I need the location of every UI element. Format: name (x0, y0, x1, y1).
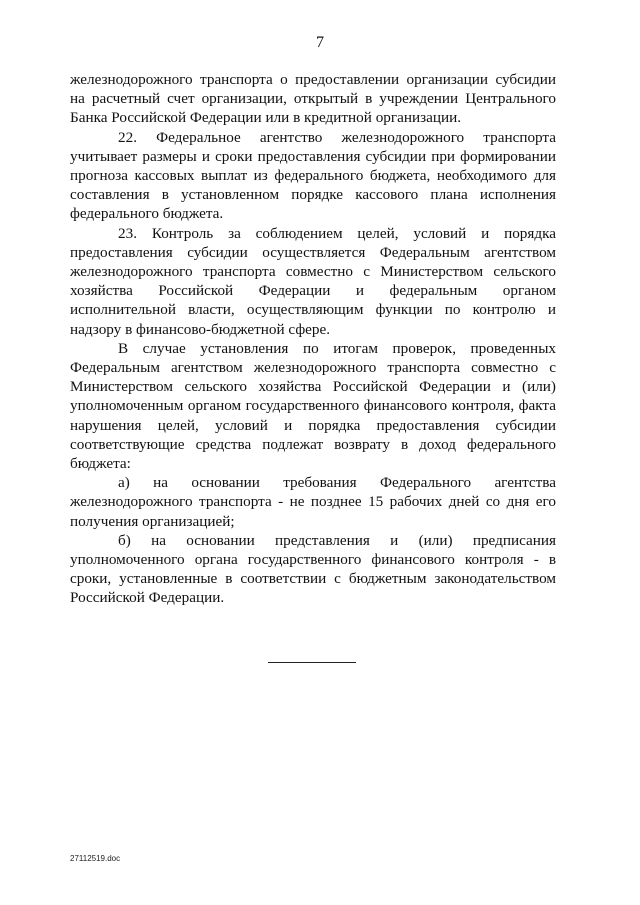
page-number: 7 (316, 34, 324, 51)
end-divider (268, 662, 356, 663)
file-code: 27112519.doc (70, 854, 121, 863)
list-item-b: б) на основании представления и (или) предписания уполномоченного органа государственного финансового контроля - в сроки, установленные в соответствии с бюджетным законодательством Российской Федерации. (70, 531, 556, 607)
paragraph-continuation: железнодорожного транспорта о предоставлении организации субсидии на расчетный счет организации, открытый в учреждении Центрального Банка Российской Федерации или в кредитной организации. (70, 71, 556, 127)
paragraph-22: 22. Федеральное агентство железнодорожного транспорта учитывает размеры и сроки предоставления субсидии при формировании прогноза кассовых выплат из федерального бюджета, необходимого для составления в установленном порядке кассового плана исполнения федерального бюджета. (70, 128, 556, 223)
paragraph-23: 23. Контроль за соблюдением целей, условий и порядка предоставления субсидии осуществляется Федеральным агентством железнодорожного транспорта совместно с Министерством сельского хозяйства Российской Федерации и федеральным органом исполнительной власти, осуществляющим функции по контролю и надзору в финансово-бюджетной сфере. (70, 224, 556, 338)
document-body (70, 70, 556, 608)
list-item-a: а) на основании требования Федерального агентства железнодорожного транспорта - не позднее 15 рабочих дней со дня его получения организацией; (70, 474, 556, 530)
paragraph-violation-case: В случае установления по итогам проверок, проведенных Федеральным агентством железнодорожного транспорта совместно с Министерством сельского хозяйства Российской Федерации и (или) уполномоченным органом государственного финансового контроля, факта нарушения целей, условий и порядка предоставления субсидии соответствующие средства подлежат возврату в доход федерального бюджета: (70, 339, 556, 473)
